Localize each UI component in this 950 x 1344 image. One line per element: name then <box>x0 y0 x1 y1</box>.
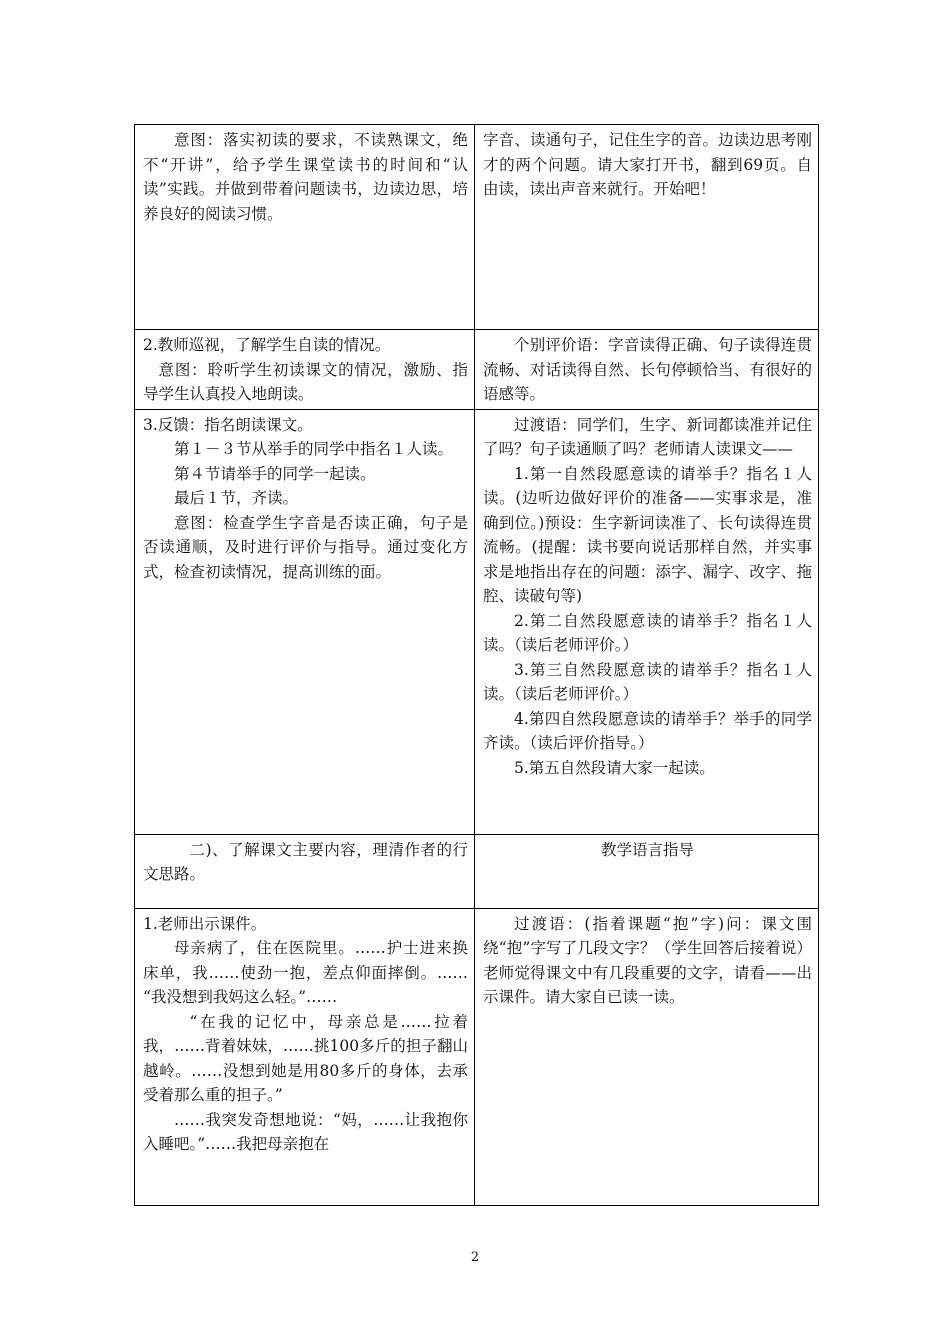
paragraph: 意图：聆听学生初读课文的情况，激励、指导学生认真投入地朗读。 <box>143 360 468 403</box>
paragraph: 个别评价语：字音读得正确、句子读得连贯流畅、对话读得自然、长句停顿恰当、有很好的语感等。 <box>483 336 812 403</box>
paragraph: 2.第二自然段愿意读的请举手？指名１人读。（读后老师评价。） <box>483 611 812 654</box>
paragraph: 过渡语：同学们，生字、新词都读准并记住了吗？句子读通顺了吗？老师请人读课文—— <box>483 415 812 458</box>
table-row <box>135 330 819 410</box>
paragraph: “在我的记忆中，母亲总是……拉着我，……背着妹妹，……挑100多斤的担子翻山越岭。……没想到她是用80多斤的身体，去承受着那么重的担子。” <box>143 1012 468 1104</box>
paragraph: 4.第四自然段愿意读的请举手？举手的同学齐读。（读后评价指导。） <box>483 709 812 752</box>
lesson-plan-table <box>134 124 819 1206</box>
paragraph: 第１－３节从举手的同学中指名１人读。 <box>174 440 454 458</box>
column-heading-cell <box>475 834 819 908</box>
section-heading: 二)、了解课文主要内容，理清作者的行文思路。 <box>143 840 468 883</box>
table-row <box>135 125 819 330</box>
step-cell <box>135 409 475 834</box>
paragraph: 母亲病了，住在医院里。……护士进来换床单，我……使劲一抱，差点仰面摔倒。…… “我没想到我妈这么轻。”…… <box>143 939 468 1006</box>
paragraph: 1.老师出示课件。 <box>143 914 267 933</box>
teaching-language-cell <box>475 409 819 834</box>
teaching-language-cell <box>475 908 819 1205</box>
paragraph: 5.第五自然段请大家一起读。 <box>514 758 715 777</box>
table-row <box>135 908 819 1205</box>
paragraph: 2.教师巡视，了解学生自读的情况。 <box>143 336 391 354</box>
paragraph: 最后１节，齐读。 <box>174 489 299 507</box>
paragraph: 第４节请举手的同学一起读。 <box>174 464 376 483</box>
paragraph: 意图：落实初读的要求，不读熟课文，绝不“开讲”，给予学生课堂读书的时间和“认读”实践。并做到带着问题读书，边读边思，培养良好的阅读习惯。 <box>143 131 468 223</box>
column-heading: 教学语言指导 <box>600 840 694 859</box>
teaching-language-cell <box>475 125 819 330</box>
paragraph: 1.第一自然段愿意读的请举手？指名１人读。(边听边做好评价的准备——实事求是，准确到位。)预设：生字新词读准了、长句读得连贯流畅。(提醒：读书要向说话那样自然，并实事求是地指出存在的问题：添字、漏字、改字、拖腔、读破句等) <box>483 464 812 605</box>
paragraph: 字音、读通句子，记住生字的音。边读边思考刚才的两个问题。请大家打开书，翻到69页。自由读，读出声音来就行。开始吧！ <box>483 131 812 198</box>
paragraph: ……我突发奇想地说：“妈，……让我抱你入睡吧。”……我把母亲抱在 <box>143 1110 468 1153</box>
step-cell <box>135 908 475 1205</box>
teaching-language-cell <box>475 330 819 410</box>
paragraph: 3.第三自然段愿意读的请举手？指名１人读。（读后老师评价。） <box>483 660 812 703</box>
step-cell <box>135 330 475 410</box>
section-heading-cell <box>135 834 475 908</box>
paragraph: 过渡语：(指着课题“抱”字)问：课文围绕“抱”字写了几段文字？（学生回答后接着说）老师觉得课文中有几段重要的文字，请看——出示课件。请大家自已读一读。 <box>483 914 812 1006</box>
table-row <box>135 834 819 908</box>
intent-cell <box>135 125 475 330</box>
table-row <box>135 409 819 834</box>
page-number: 2 <box>470 1250 480 1265</box>
paragraph: 3.反馈：指名朗读课文。 <box>143 415 313 434</box>
paragraph: 意图：检查学生字音是否读正确，句子是否读通顺，及时进行评价与指导。通过变化方式，检查初读情况，提高训练的面。 <box>143 513 468 581</box>
